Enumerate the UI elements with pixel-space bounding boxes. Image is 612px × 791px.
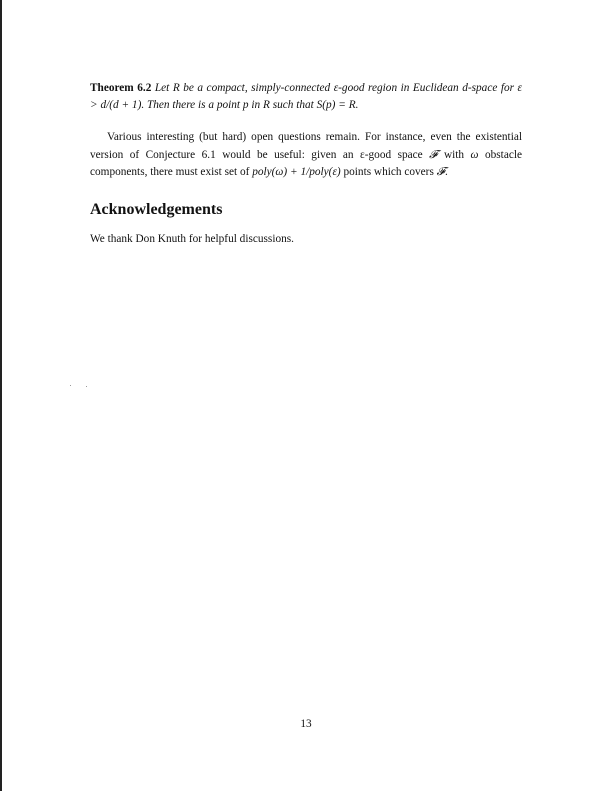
theorem-6-2 <box>90 80 522 114</box>
math-script-f: 𝓕 <box>429 148 438 161</box>
theorem-statement: Let R be a compact, simply-connected ε-good region in Euclidean d-space for ε > d/(d + 1). Then there is a point p in R such that S(p) = R. <box>90 82 522 111</box>
open-questions-paragraph <box>90 129 522 182</box>
theorem-label: Theorem 6.2 <box>90 82 152 94</box>
math-poly-expression: poly(ω) + 1/poly(ε) <box>252 166 341 178</box>
paragraph-text-4: points which covers <box>340 166 437 178</box>
page-number: 13 <box>300 718 312 730</box>
acknowledgements-heading: Acknowledgements <box>90 200 223 218</box>
scan-speck <box>70 385 71 386</box>
math-script-f-end: 𝓕 <box>436 166 446 178</box>
page-left-edge-rule <box>0 0 2 791</box>
paragraph-text-3: obstacle components, there must exist set of <box>90 148 523 178</box>
page-content <box>90 80 522 248</box>
paragraph-text-1: Various interesting (but hard) open questions remain. For instance, even the existential version of Conjecture 6.1 would be useful: given an ε-good space <box>90 131 522 161</box>
paragraph-text-2: with <box>437 148 471 161</box>
scan-speck <box>86 386 87 387</box>
math-omega: ω <box>470 148 479 161</box>
acknowledgements-text: We thank Don Knuth for helpful discussions. <box>90 232 294 245</box>
paragraph-text-5: . <box>445 166 448 178</box>
